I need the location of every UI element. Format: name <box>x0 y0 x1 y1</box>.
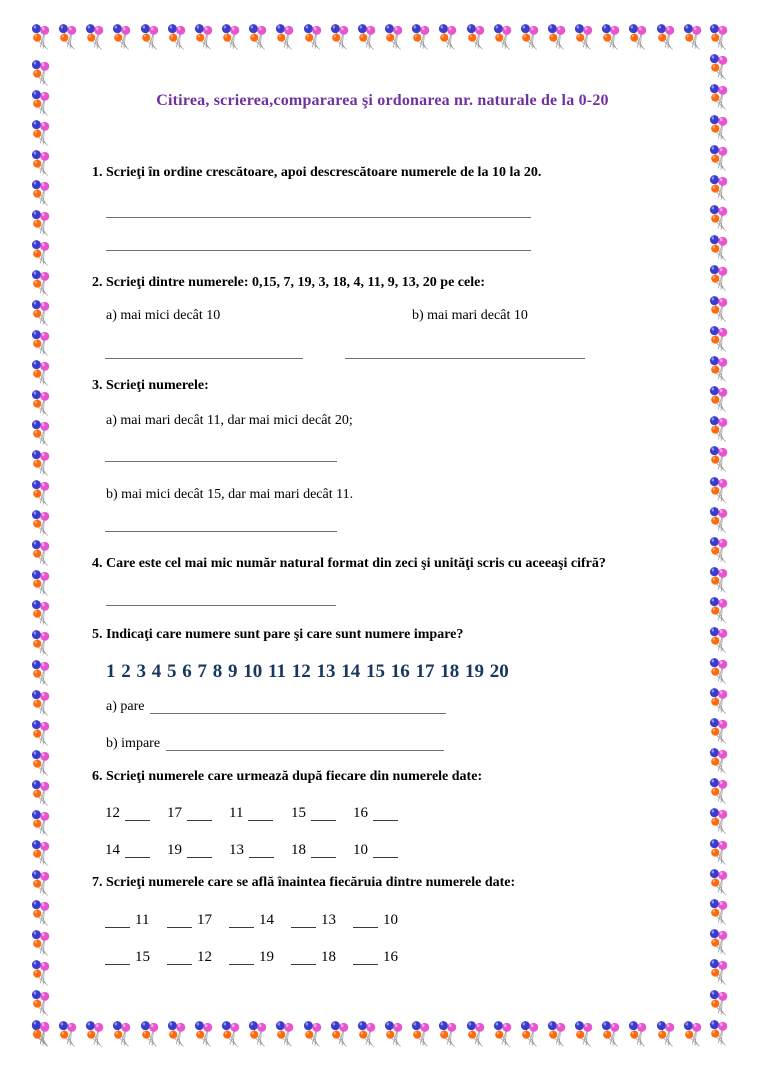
given-number: 18 <box>321 949 336 965</box>
balloon-cluster-icon <box>706 716 732 746</box>
balloon-cluster-icon <box>706 444 732 474</box>
balloon-cluster-icon <box>28 418 54 448</box>
answer-blank <box>373 818 398 821</box>
balloon-cluster-icon <box>706 806 732 836</box>
worksheet-content <box>92 0 673 1079</box>
fill-cell <box>291 911 353 930</box>
question-2-option-b: b) mai mari decât 10 <box>412 308 528 323</box>
given-number: 12 <box>197 949 212 965</box>
balloon-cluster-icon <box>706 565 732 595</box>
balloon-cluster-icon <box>28 718 54 748</box>
answer-blank <box>373 855 398 858</box>
balloon-cluster-icon <box>28 178 54 208</box>
balloon-cluster-icon <box>706 746 732 776</box>
question-7-row-2 <box>105 948 415 967</box>
fill-cell <box>229 841 291 860</box>
balloon-cluster-icon <box>706 82 732 112</box>
balloon-cluster-icon <box>706 143 732 173</box>
fill-cell <box>291 804 353 823</box>
given-number: 13 <box>321 912 336 928</box>
given-number: 13 <box>229 842 244 858</box>
balloon-cluster-icon <box>55 1019 81 1049</box>
fill-cell <box>105 841 167 860</box>
balloon-cluster-icon <box>706 263 732 293</box>
balloon-cluster-icon <box>706 776 732 806</box>
balloon-cluster-icon <box>706 625 732 655</box>
answer-blank <box>353 925 378 928</box>
answer-line <box>105 358 303 359</box>
balloon-cluster-icon <box>706 505 732 535</box>
balloon-cluster-icon <box>28 298 54 328</box>
question-6-row-2 <box>105 841 415 860</box>
balloon-cluster-icon <box>706 475 732 505</box>
fill-cell <box>291 841 353 860</box>
balloon-cluster-icon <box>706 52 732 82</box>
balloon-cluster-icon <box>28 658 54 688</box>
balloon-cluster-icon <box>28 838 54 868</box>
fill-cell <box>167 911 229 930</box>
given-number: 18 <box>291 842 306 858</box>
given-number: 11 <box>229 805 244 821</box>
balloon-cluster-icon <box>706 384 732 414</box>
answer-line <box>106 217 531 218</box>
balloon-cluster-icon <box>706 173 732 203</box>
answer-blank <box>229 925 254 928</box>
question-1-stem: 1. Scrieţi în ordine crescătoare, apoi descrescătoare numerele de la 10 la 20. <box>92 165 542 180</box>
fill-cell <box>229 911 291 930</box>
balloon-cluster-icon <box>706 113 732 143</box>
question-3-option-a: a) mai mari decât 11, dar mai mici decât 20; <box>106 413 353 428</box>
fill-cell <box>105 804 167 823</box>
fill-cell <box>353 911 415 930</box>
fill-cell <box>167 804 229 823</box>
given-number: 10 <box>353 842 368 858</box>
fill-cell <box>229 948 291 967</box>
balloon-cluster-icon <box>28 508 54 538</box>
answer-blank <box>187 818 212 821</box>
given-number: 17 <box>167 805 182 821</box>
answer-line <box>166 748 444 751</box>
balloon-cluster-icon <box>706 233 732 263</box>
question-5-label-b: b) impare <box>106 736 161 751</box>
balloon-cluster-icon <box>28 58 54 88</box>
balloon-cluster-icon <box>706 22 732 52</box>
answer-line <box>105 461 337 462</box>
balloon-cluster-icon <box>28 88 54 118</box>
balloon-cluster-icon <box>28 778 54 808</box>
given-number: 15 <box>291 805 306 821</box>
given-number: 12 <box>105 805 120 821</box>
answer-line <box>150 711 446 714</box>
balloon-cluster-icon <box>28 118 54 148</box>
answer-blank <box>167 925 192 928</box>
answer-line <box>106 605 336 606</box>
question-3-option-b: b) mai mici decât 15, dar mai mari decât 11. <box>106 487 354 502</box>
answer-blank <box>125 818 150 821</box>
answer-blank <box>311 855 336 858</box>
balloon-cluster-icon <box>28 928 54 958</box>
question-7-row-1 <box>105 911 415 930</box>
balloon-cluster-icon <box>28 328 54 358</box>
answer-blank <box>105 925 130 928</box>
given-number: 14 <box>105 842 120 858</box>
given-number: 16 <box>383 949 398 965</box>
question-5-label-a: a) pare <box>106 699 145 714</box>
balloon-cluster-icon <box>706 595 732 625</box>
given-number: 14 <box>259 912 274 928</box>
given-number: 16 <box>353 805 368 821</box>
fill-cell <box>167 841 229 860</box>
balloon-cluster-icon <box>706 897 732 927</box>
balloon-cluster-icon <box>28 388 54 418</box>
question-5-answer-a <box>106 698 446 716</box>
question-3-stem: 3. Scrieţi numerele: <box>92 378 209 393</box>
balloon-cluster-icon <box>706 927 732 957</box>
balloon-cluster-icon <box>706 837 732 867</box>
balloon-cluster-icon <box>706 294 732 324</box>
answer-blank <box>187 855 212 858</box>
given-number: 17 <box>197 912 212 928</box>
balloon-cluster-icon <box>28 448 54 478</box>
balloon-cluster-icon <box>706 656 732 686</box>
balloon-cluster-icon <box>28 22 54 52</box>
answer-blank <box>105 962 130 965</box>
fill-cell <box>353 841 415 860</box>
balloon-cluster-icon <box>28 238 54 268</box>
balloon-border-right <box>706 22 732 1048</box>
balloon-cluster-icon <box>28 628 54 658</box>
answer-blank <box>353 962 378 965</box>
balloon-cluster-icon <box>28 568 54 598</box>
balloon-cluster-icon <box>706 867 732 897</box>
question-5-answer-b <box>106 735 444 753</box>
answer-blank <box>248 818 273 821</box>
question-2-option-a: a) mai mici decât 10 <box>106 308 221 323</box>
balloon-cluster-icon <box>680 22 706 52</box>
fill-cell <box>105 911 167 930</box>
balloon-cluster-icon <box>28 898 54 928</box>
balloon-cluster-icon <box>706 1018 732 1048</box>
given-number: 11 <box>135 912 150 928</box>
answer-line <box>105 531 337 532</box>
fill-cell <box>353 948 415 967</box>
question-6-row-1 <box>105 804 415 823</box>
balloon-cluster-icon <box>28 538 54 568</box>
answer-blank <box>249 855 274 858</box>
balloon-cluster-icon <box>28 988 54 1018</box>
answer-line <box>106 250 531 251</box>
given-number: 15 <box>135 949 150 965</box>
answer-blank <box>125 855 150 858</box>
answer-blank <box>291 962 316 965</box>
answer-blank <box>229 962 254 965</box>
answer-blank <box>291 925 316 928</box>
given-number: 19 <box>167 842 182 858</box>
fill-cell <box>167 948 229 967</box>
balloon-cluster-icon <box>28 358 54 388</box>
question-4-stem: 4. Care este cel mai mic număr natural format din zeci şi unităţi scris cu aceeaşi cifră? <box>92 556 606 571</box>
balloon-cluster-icon <box>706 535 732 565</box>
page-title: Citirea, scrierea,compararea şi ordonarea nr. naturale de la 0-20 <box>156 92 609 109</box>
fill-cell <box>229 804 291 823</box>
balloon-border-left <box>28 58 54 1046</box>
balloon-cluster-icon <box>706 203 732 233</box>
fill-cell <box>353 804 415 823</box>
balloon-cluster-icon <box>706 988 732 1018</box>
question-5-number-sequence: 1 2 3 4 5 6 7 8 9 10 11 12 13 14 15 16 17 18 19 20 <box>106 661 509 682</box>
balloon-cluster-icon <box>28 748 54 778</box>
balloon-cluster-icon <box>55 22 81 52</box>
balloon-cluster-icon <box>706 414 732 444</box>
balloon-cluster-icon <box>28 268 54 298</box>
balloon-cluster-icon <box>28 478 54 508</box>
balloon-cluster-icon <box>28 868 54 898</box>
balloon-cluster-icon <box>706 686 732 716</box>
balloon-cluster-icon <box>28 148 54 178</box>
question-6-stem: 6. Scrieţi numerele care urmează după fiecare din numerele date: <box>92 769 483 784</box>
balloon-cluster-icon <box>28 598 54 628</box>
balloon-cluster-icon <box>706 324 732 354</box>
answer-line <box>345 358 585 359</box>
question-5-stem: 5. Indicaţi care numere sunt pare şi care sunt numere impare? <box>92 627 464 642</box>
fill-cell <box>105 948 167 967</box>
balloon-cluster-icon <box>28 208 54 238</box>
balloon-cluster-icon <box>706 957 732 987</box>
given-number: 10 <box>383 912 398 928</box>
balloon-cluster-icon <box>28 688 54 718</box>
question-2-stem: 2. Scrieţi dintre numerele: 0,15, 7, 19, 3, 18, 4, 11, 9, 13, 20 pe cele: <box>92 275 485 290</box>
balloon-cluster-icon <box>28 958 54 988</box>
balloon-cluster-icon <box>28 808 54 838</box>
question-7-stem: 7. Scrieţi numerele care se află înaintea fiecăruia dintre numerele date: <box>92 875 516 890</box>
balloon-cluster-icon <box>706 354 732 384</box>
fill-cell <box>291 948 353 967</box>
answer-blank <box>311 818 336 821</box>
given-number: 19 <box>259 949 274 965</box>
answer-blank <box>167 962 192 965</box>
balloon-cluster-icon <box>28 1018 54 1048</box>
balloon-cluster-icon <box>680 1019 706 1049</box>
